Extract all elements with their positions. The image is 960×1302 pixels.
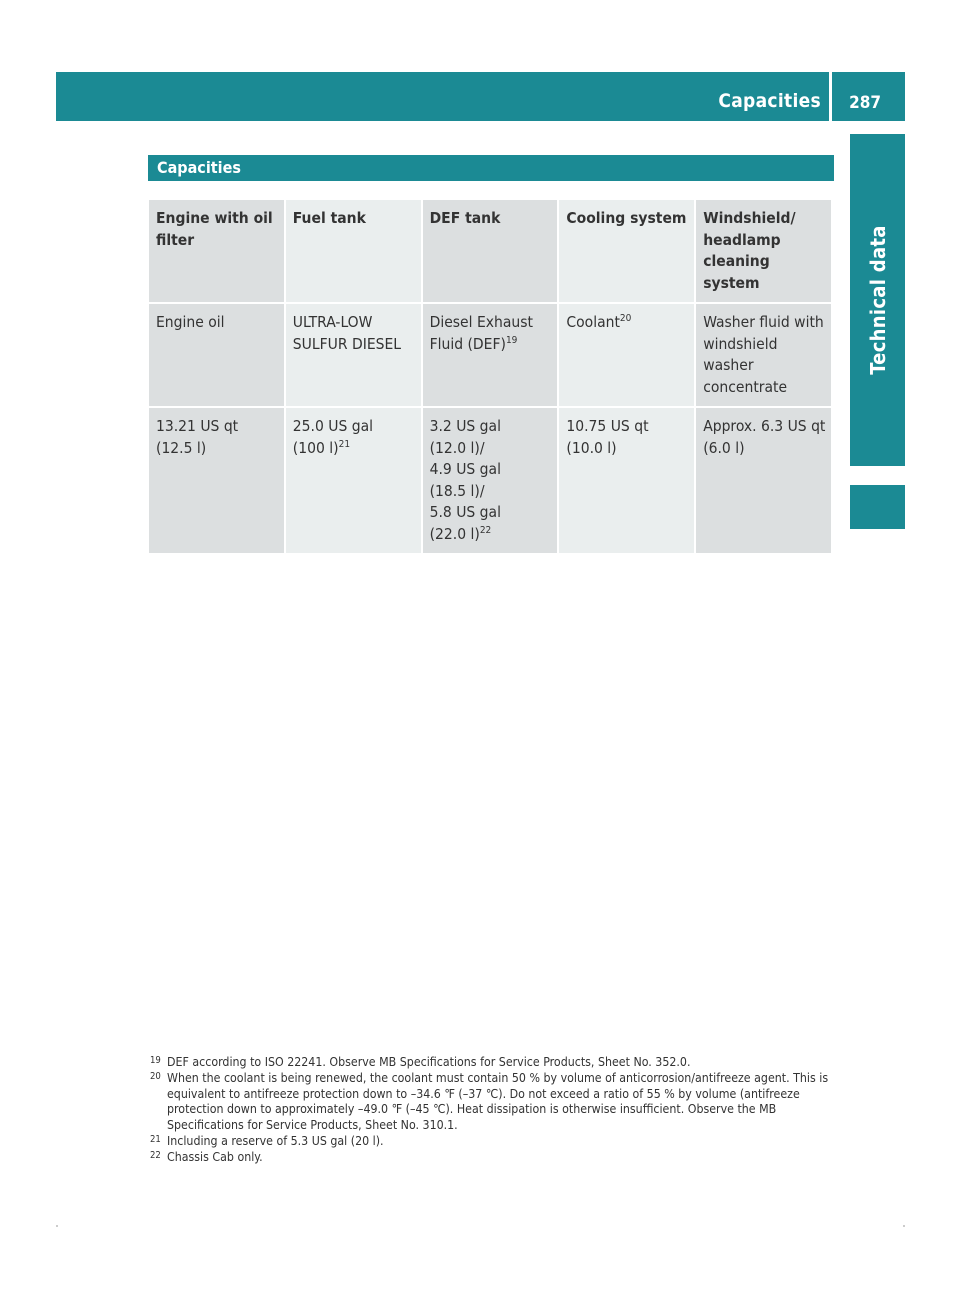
- crop-mark: [56, 1225, 58, 1227]
- footnote-text: Including a reserve of 5.3 US gal (20 l).: [167, 1133, 384, 1148]
- fluid-coolant: Coolant: [566, 313, 620, 331]
- footnote-ref-22: 22: [479, 524, 492, 536]
- washer-capacity-metric: (6.0 l): [703, 438, 745, 457]
- footnote-text: DEF according to ISO 22241. Observe MB Specifications for Service Products, Sheet No. 352.0.: [167, 1055, 691, 1069]
- header-cooling-system: Cooling system: [559, 200, 694, 302]
- header-divider: [829, 72, 832, 121]
- footnote-20: [150, 1071, 840, 1134]
- footnote-number: 20: [150, 1070, 161, 1082]
- footnote-text: Chassis Cab only.: [167, 1149, 263, 1164]
- def-capacity-3-us: 5.8 US gal: [429, 503, 501, 521]
- header-fuel-tank: Fuel tank: [286, 200, 421, 302]
- footnote-19: [150, 1055, 840, 1071]
- cell-engine-oil: [149, 302, 284, 406]
- cell-fuel: [286, 302, 421, 406]
- footnote-number: 21: [150, 1133, 161, 1145]
- def-capacity-3-metric: (22.0 l): [429, 524, 480, 543]
- side-tab-label: Technical data: [865, 225, 890, 375]
- def-capacity-1-metric: (12.0 l)/: [429, 438, 485, 457]
- cell-cooling-capacity: [559, 406, 694, 553]
- cell-def-capacity: [423, 406, 558, 553]
- cell-coolant: [559, 302, 694, 406]
- cell-washer: [696, 302, 831, 406]
- def-capacity-2-metric: (18.5 l)/: [429, 481, 485, 500]
- washer-capacity-us: Approx. 6.3 US qt: [703, 417, 826, 435]
- fluid-def: Diesel Exhaust Fluid (DEF): [429, 313, 533, 353]
- footnote-ref-20: 20: [619, 313, 632, 324]
- table-row-capacities: [149, 406, 831, 553]
- footnote-22: [150, 1150, 840, 1166]
- engine-capacity-us: 13.21 US qt: [156, 417, 239, 435]
- footnotes: [150, 1055, 840, 1166]
- fluid-fuel: ULTRA-LOW SULFUR DIESEL: [292, 313, 402, 353]
- fuel-capacity-us: 25.0 US gal: [292, 417, 374, 435]
- header-engine: Engine with oil filter: [149, 200, 284, 302]
- side-tab: [850, 134, 905, 466]
- side-tab-marker: [850, 485, 905, 529]
- def-capacity-2-us: 4.9 US gal: [429, 460, 501, 478]
- cooling-capacity-metric: (10.0 l): [566, 438, 617, 457]
- cell-washer-capacity: [696, 406, 831, 553]
- fuel-capacity-metric: (100 l): [292, 438, 339, 457]
- cell-fuel-capacity: [286, 406, 421, 553]
- page-header-title: Capacities: [718, 90, 821, 112]
- capacities-table: [147, 200, 833, 553]
- table-row-fluids: [149, 302, 831, 406]
- cell-def: [423, 302, 558, 406]
- footnote-21: [150, 1134, 840, 1150]
- fluid-washer: Washer fluid with windshield washer concentrate: [703, 313, 824, 396]
- footnote-number: 19: [150, 1055, 161, 1066]
- header-windshield-system: Windshield/ headlamp cleaning system: [696, 200, 831, 302]
- def-capacity-1-us: 3.2 US gal: [429, 417, 501, 435]
- cooling-capacity-us: 10.75 US qt: [566, 417, 649, 435]
- crop-mark: [903, 1225, 905, 1227]
- header-def-tank: DEF tank: [423, 200, 558, 302]
- cell-engine-capacity: [149, 406, 284, 553]
- footnote-number: 22: [150, 1149, 161, 1161]
- footnote-ref-19: 19: [505, 334, 518, 346]
- fluid-engine: Engine oil: [156, 313, 225, 331]
- engine-capacity-metric: (12.5 l): [156, 438, 207, 457]
- section-title: Capacities: [148, 155, 834, 181]
- footnote-ref-21: 21: [338, 438, 351, 450]
- page-number: 287: [849, 93, 881, 113]
- table-header-row: [149, 200, 831, 302]
- footnote-text: When the coolant is being renewed, the coolant must contain 50 % by volume of anticorrosion/antifreeze agent. This is equivalent to antifreeze protection down to –34.6 ℉ (–37 ℃). Do not exceed a ratio of 55 % by volume (antifreeze protection down to approximately –49.0 ℉ (–45 ℃). Heat dissipation is otherwise insufficient. Observe the MB Specifications for Service Products, Sheet No. 310.1.: [167, 1070, 829, 1133]
- page-header-bar: [56, 72, 905, 121]
